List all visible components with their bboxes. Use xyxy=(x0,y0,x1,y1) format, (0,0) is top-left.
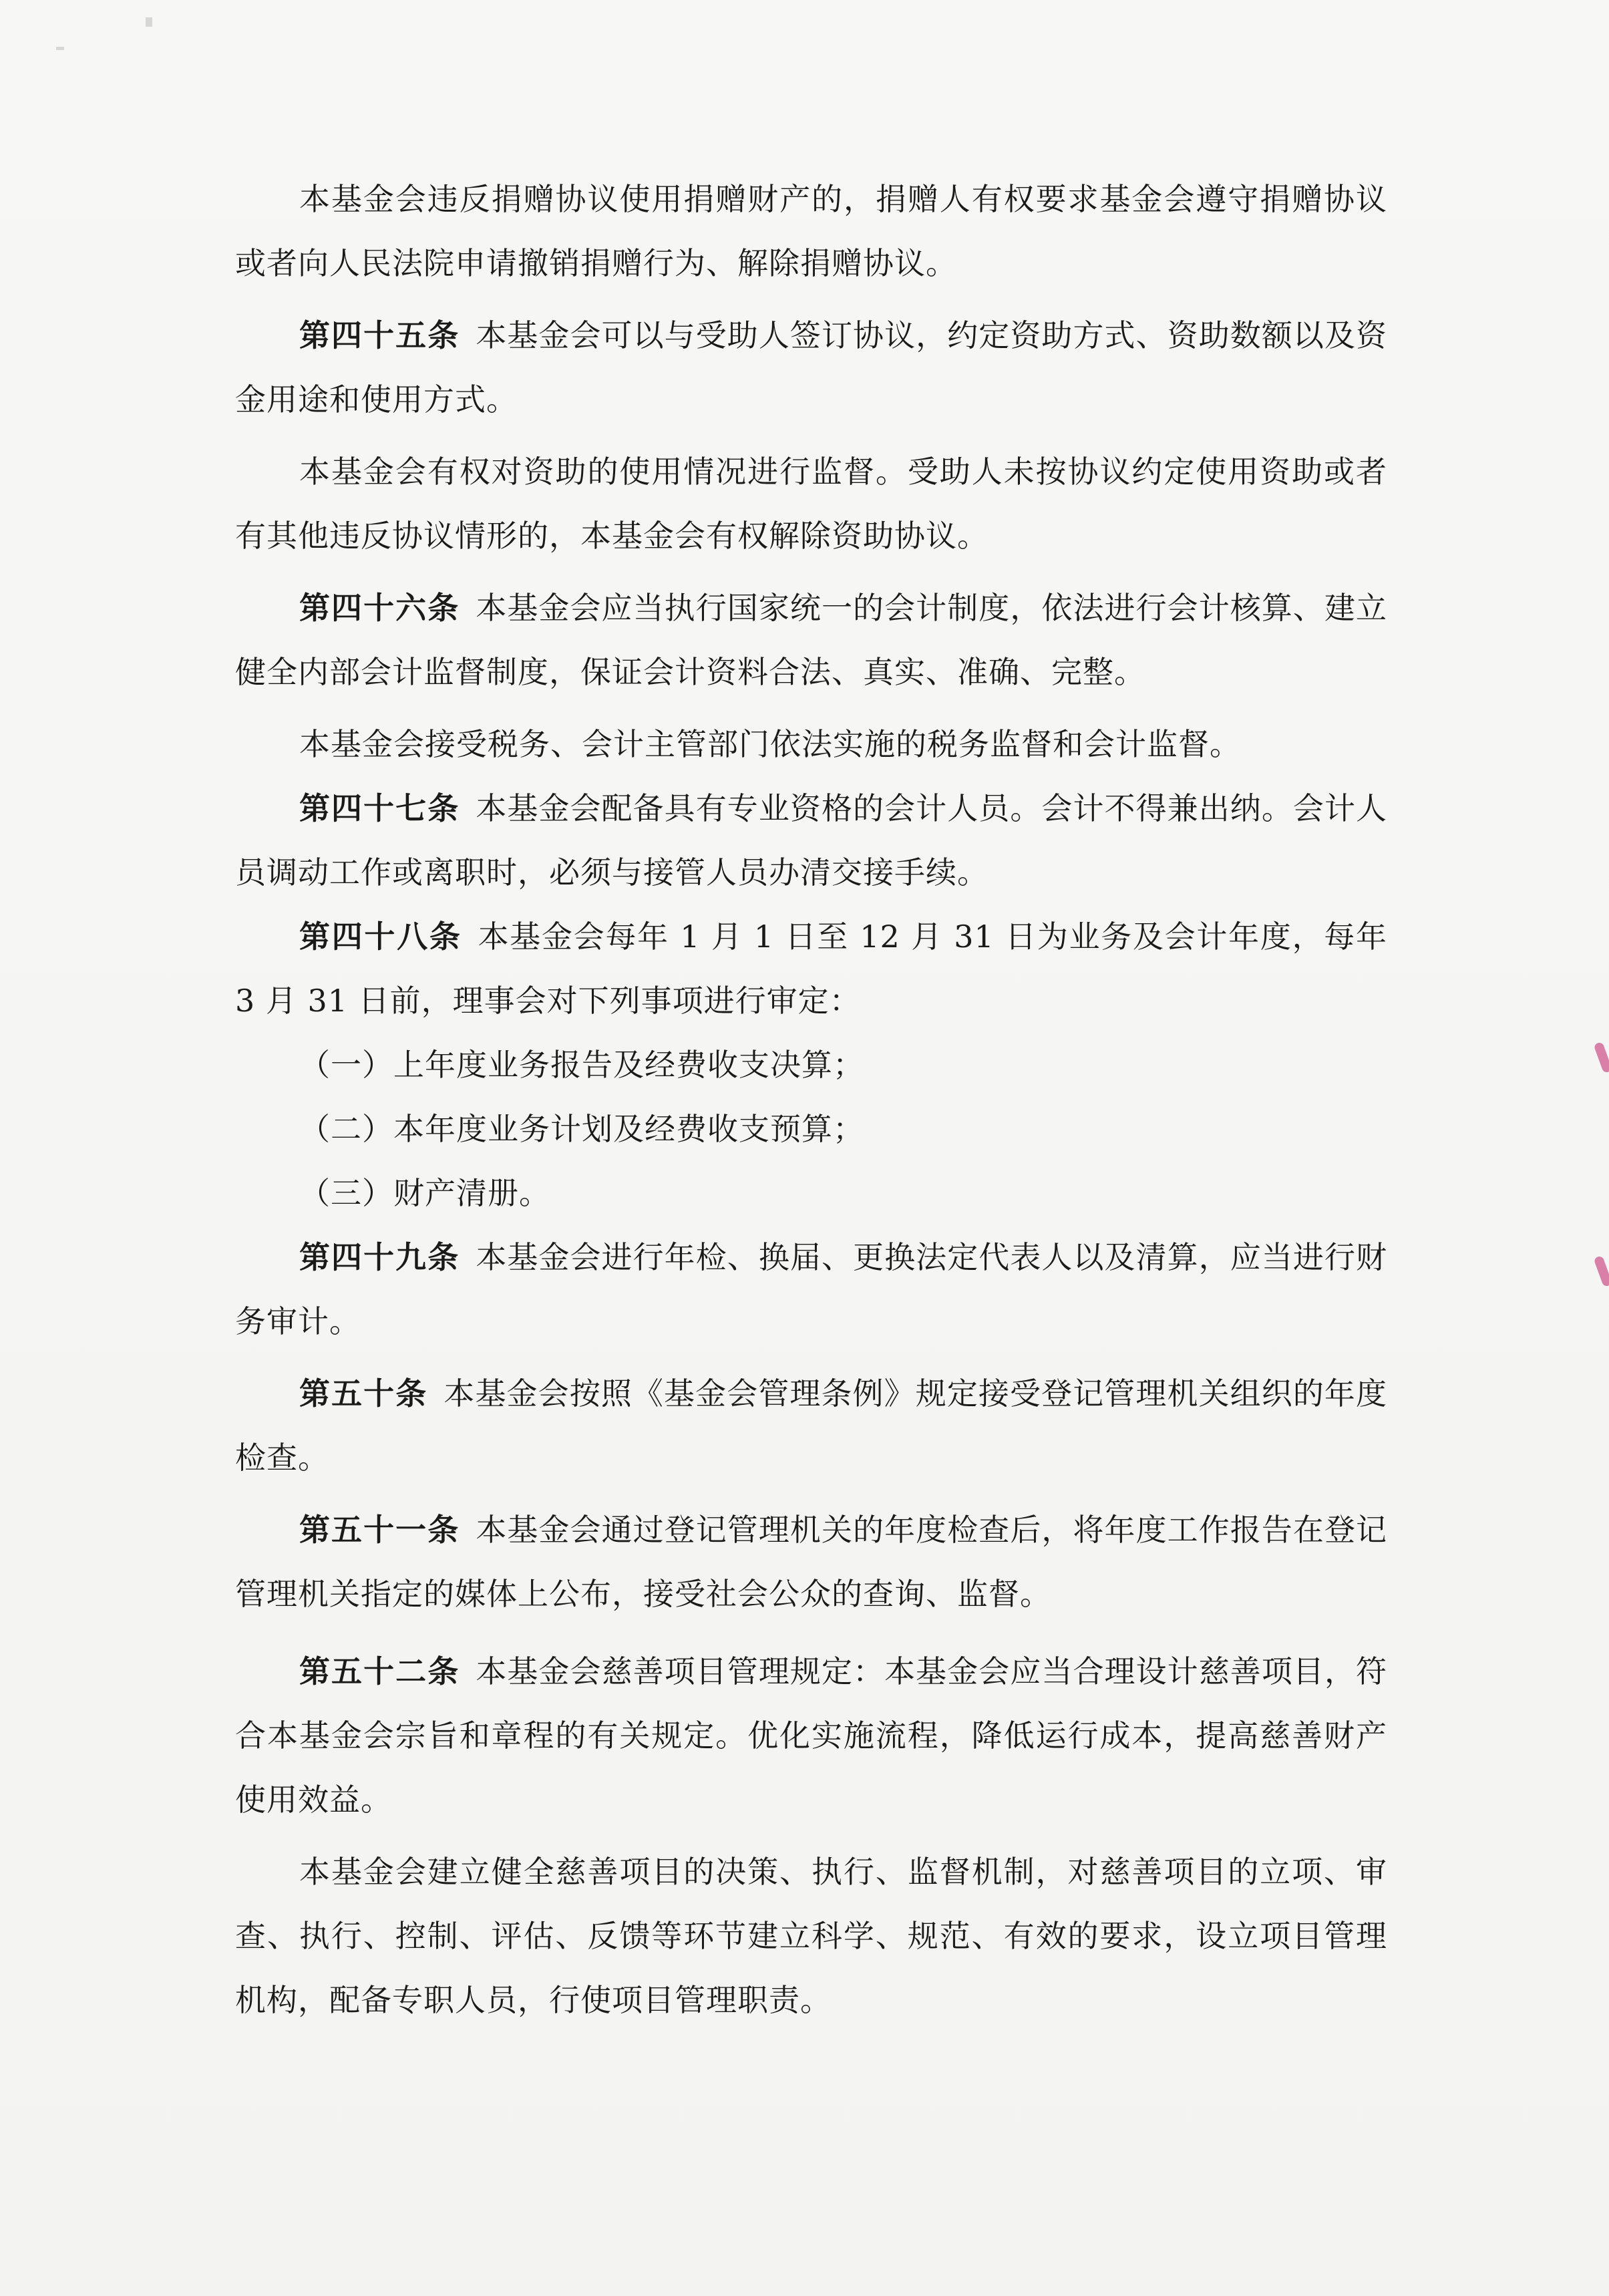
paragraph xyxy=(235,712,1387,776)
paragraph-text: 本基金会可以与受助人签订协议，约定资助方式、资助数额以及资金用途和使用方式。 xyxy=(235,317,1388,418)
list-item: （一）上年度业务报告及经费收支决算； xyxy=(299,1047,864,1083)
paragraph-text: 本基金会慈善项目管理规定：本基金会应当合理设计慈善项目，符合本基金会宗旨和章程的有关规定。优化实施流程，降低运行成本，提高慈善财产使用效益。 xyxy=(235,1653,1388,1818)
article-number: 第四十六条 xyxy=(299,590,460,626)
list-item: （三）财产清册。 xyxy=(299,1175,550,1211)
ink-mark xyxy=(1594,1041,1609,1074)
article-paragraph xyxy=(235,303,1387,432)
paragraph-text: 本基金会按照《基金会管理条例》规定接受登记管理机关组织的年度检查。 xyxy=(235,1375,1388,1476)
paragraph xyxy=(235,167,1387,295)
article-number: 第五十一条 xyxy=(299,1512,460,1548)
paragraph-text: 本基金会进行年检、换届、更换法定代表人以及清算，应当进行财务审计。 xyxy=(235,1239,1388,1339)
scan-speck xyxy=(56,47,64,50)
paragraph-text: 本基金会应当执行国家统一的会计制度，依法进行会计核算、建立健全内部会计监督制度，保证会计资料合法、真实、准确、完整。 xyxy=(235,590,1388,690)
article-paragraph xyxy=(235,1498,1387,1626)
paragraph xyxy=(235,1840,1387,2032)
article-number: 第四十八条 xyxy=(299,919,462,955)
article-paragraph xyxy=(235,776,1387,905)
paragraph-text: 本基金会接受税务、会计主管部门依法实施的税务监督和会计监督。 xyxy=(299,726,1241,762)
article-paragraph xyxy=(235,1225,1387,1353)
paragraph xyxy=(235,440,1387,568)
article-paragraph xyxy=(235,576,1387,704)
article-number: 第五十二条 xyxy=(299,1653,460,1689)
article-number: 第四十九条 xyxy=(299,1239,460,1275)
paragraph-text: 本基金会配备具有专业资格的会计人员。会计不得兼出纳。会计人员调动工作或离职时，必须与接管人员办清交接手续。 xyxy=(235,790,1388,890)
document-body xyxy=(235,167,1387,2032)
list-item: （二）本年度业务计划及经费收支预算； xyxy=(299,1111,864,1147)
paragraph-text: 本基金会违反捐赠协议使用捐赠财产的，捐赠人有权要求基金会遵守捐赠协议或者向人民法院申请撤销捐赠行为、解除捐赠协议。 xyxy=(235,181,1387,281)
ink-mark xyxy=(1594,1255,1609,1287)
article-paragraph xyxy=(235,1639,1387,1832)
article-number: 第五十条 xyxy=(299,1375,428,1412)
paragraph-text: 本基金会通过登记管理机关的年度检查后，将年度工作报告在登记管理机关指定的媒体上公布，接受社会公众的查询、监督。 xyxy=(235,1512,1388,1612)
scan-speck xyxy=(146,17,152,27)
article-number: 第四十五条 xyxy=(299,317,460,353)
paragraph-text: 本基金会有权对资助的使用情况进行监督。受助人未按协议约定使用资助或者有其他违反协议情形的，本基金会有权解除资助协议。 xyxy=(235,454,1387,554)
article-paragraph xyxy=(235,905,1387,1033)
paragraph-text: 本基金会建立健全慈善项目的决策、执行、监督机制，对慈善项目的立项、审查、执行、控制、评估、反馈等环节建立科学、规范、有效的要求，设立项目管理机构，配备专职人员，行使项目管理职责。 xyxy=(235,1854,1387,2018)
article-number: 第四十七条 xyxy=(299,790,460,826)
paragraph-text: 本基金会每年 1 月 1 日至 12 月 31 日为业务及会计年度，每年 3 月 31 日前，理事会对下列事项进行审定： xyxy=(235,919,1388,1019)
article-paragraph xyxy=(235,1361,1387,1490)
